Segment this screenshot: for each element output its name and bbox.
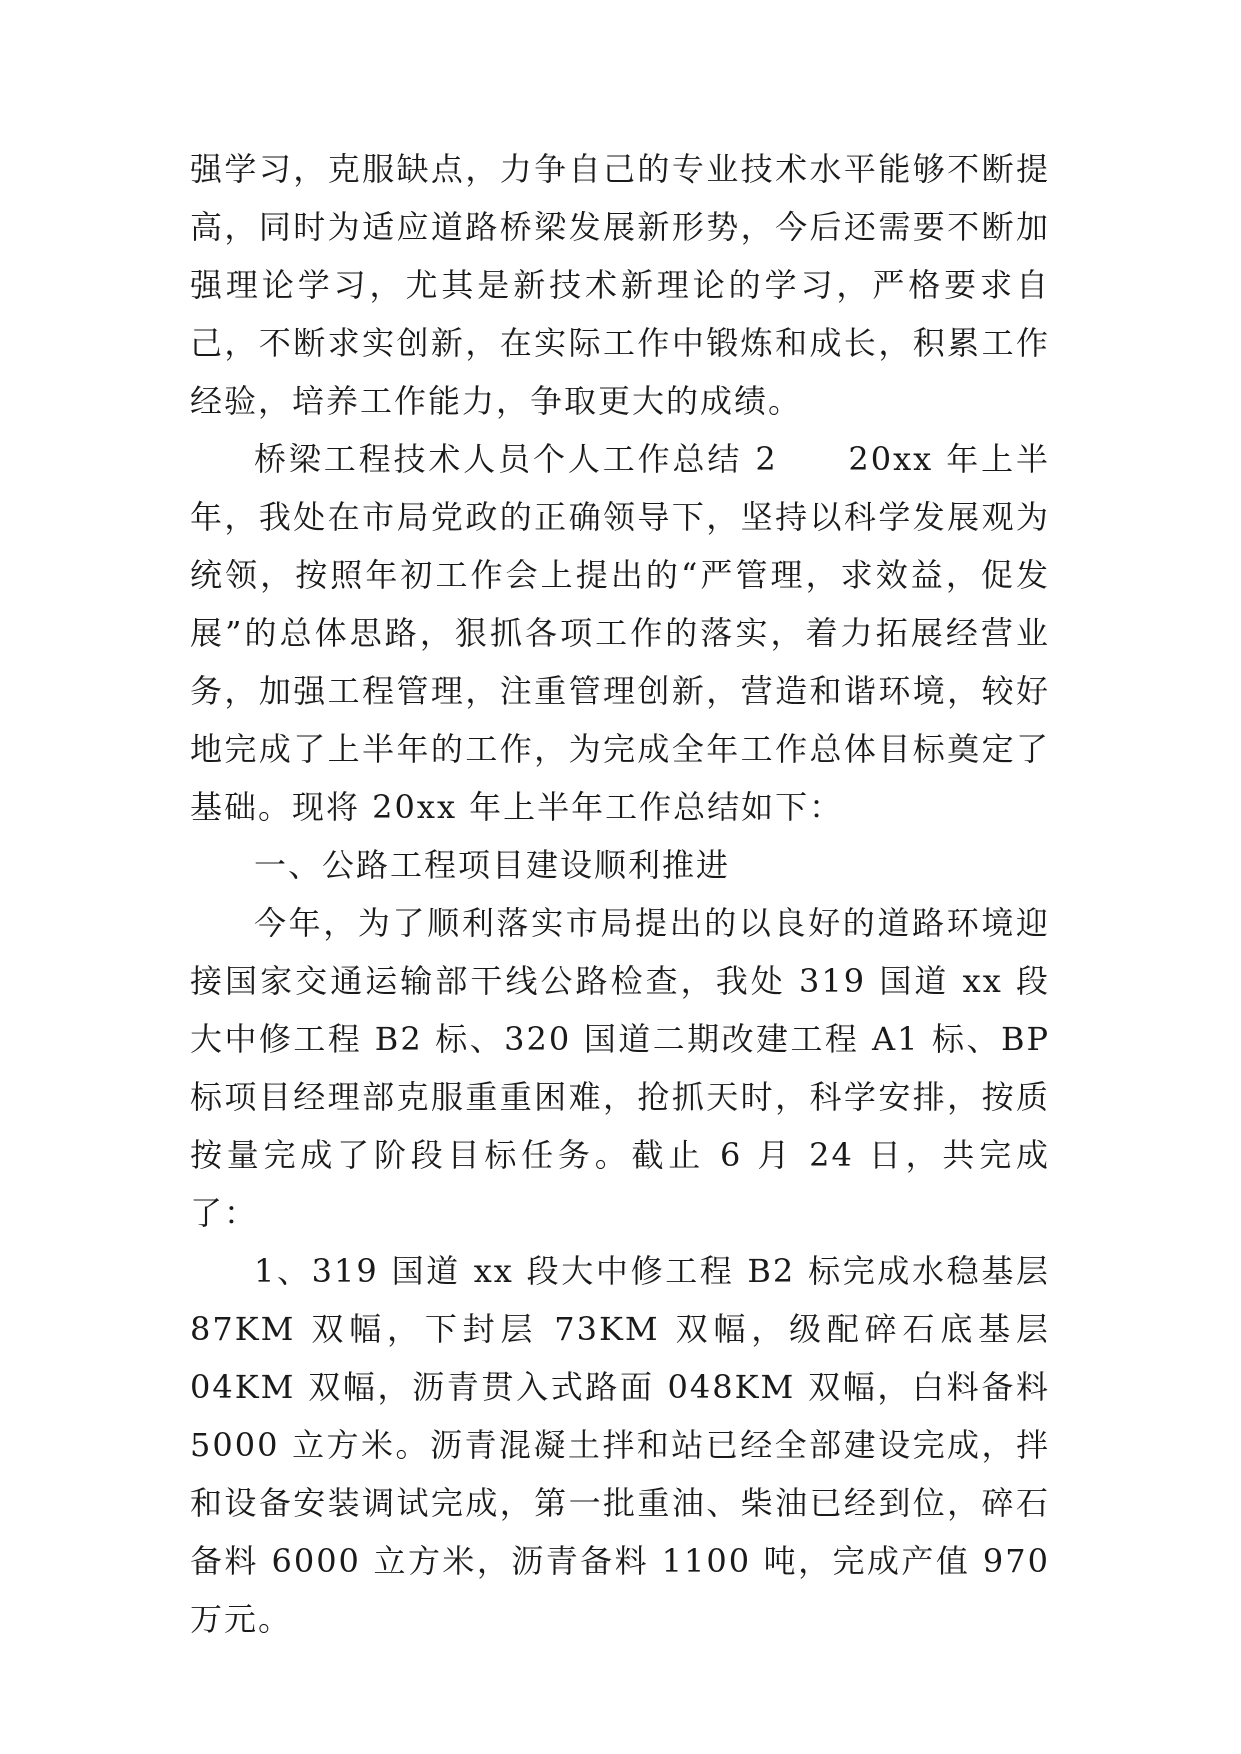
document-body [190,140,1050,1648]
paragraph-summary-intro: 桥梁工程技术人员个人工作总结 2 20xx 年上半年，我处在市局党政的正确领导下，坚持以科学发展观为统领，按照年初工作会上提出的“严管理，求效益，促发展”的总体思路，狠抓各项工作的落实，着力拓展经营业务，加强工程管理，注重管理创新，营造和谐环境，较好地完成了上半年的工作，为完成全年工作总体目标奠定了基础。现将 20xx 年上半年工作总结如下： [190,440,1050,826]
paragraph-item-1: 1、319 国道 xx 段大中修工程 B2 标完成水稳基层 87KM 双幅，下封层 73KM 双幅，级配碎石底基层 04KM 双幅，沥青贯入式路面 048KM 双幅，白料备料 5000 立方米。沥青混凝土拌和站已经全部建设完成，拌和设备安装调试完成，第一批重油、柴油已经到位，碎石备料 6000 立方米，沥青备料 1100 吨，完成产值 970 万元。 [190,1252,1050,1638]
paragraph-continuation: 强学习，克服缺点，力争自己的专业技术水平能够不断提高，同时为适应道路桥梁发展新形势，今后还需要不断加强理论学习，尤其是新技术新理论的学习，严格要求自己，不断求实创新，在实际工作中锻炼和成长，积累工作经验，培养工作能力，争取更大的成绩。 [190,150,1050,420]
paragraph-project-progress: 今年，为了顺利落实市局提出的以良好的道路环境迎接国家交通运输部干线公路检查，我处 319 国道 xx 段大中修工程 B2 标、320 国道二期改建工程 A1 标、BP 标项目经理部克服重重困难，抢抓天时，科学安排，按质按量完成了阶段目标任务。截止 6 月 24 日，共完成了： [190,904,1050,1232]
section-heading: 一、公路工程项目建设顺利推进 [254,846,731,884]
